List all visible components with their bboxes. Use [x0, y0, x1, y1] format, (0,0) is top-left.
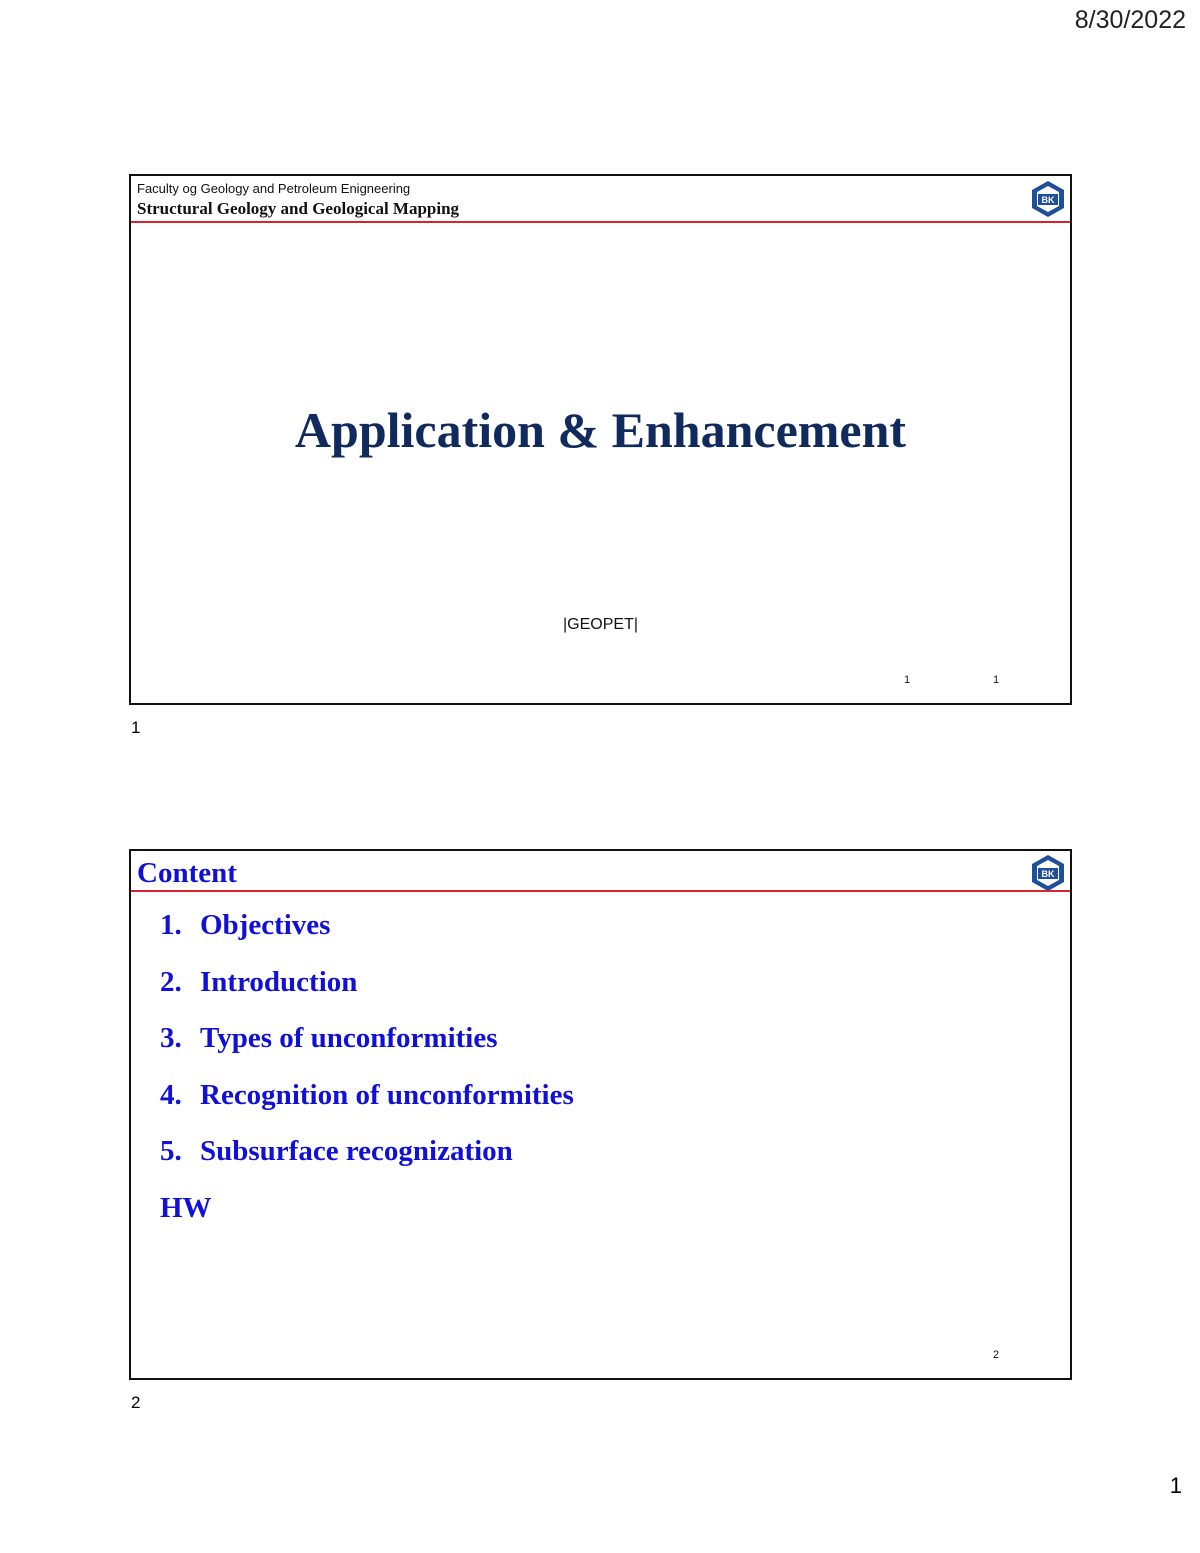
page-number: 1: [1169, 1473, 1182, 1498]
course-title: Structural Geology and Geological Mapping: [137, 199, 460, 218]
faculty-name: Faculty og Geology and Petroleum Enigneering: [137, 181, 411, 196]
slide-2: [129, 849, 1072, 1380]
slide-title: Application & Enhancement: [294, 402, 907, 458]
content-list: [160, 909, 574, 1248]
list-item: 2. Introduction: [160, 965, 358, 998]
header-divider: [131, 890, 1070, 892]
slide-number-secondary: 1: [993, 674, 1000, 686]
logo-text: BK: [1041, 195, 1055, 205]
slide-number: 1: [904, 674, 911, 686]
header-divider: [131, 221, 1070, 223]
slide-2-caption-number: 2: [131, 1393, 141, 1412]
university-logo-icon: [1028, 179, 1068, 219]
list-item: 3. Types of unconformities: [160, 1022, 498, 1054]
print-date: 8/30/2022: [1074, 6, 1186, 34]
slide-1-caption-number: 1: [131, 718, 141, 737]
list-item: 1. Objectives: [160, 909, 331, 941]
logo-text: BK: [1041, 869, 1055, 879]
list-item: 4. Recognition of unconformities: [160, 1078, 574, 1111]
slide-1: [129, 174, 1072, 705]
slide-number: 2: [993, 1349, 1000, 1361]
content-heading: Content: [137, 857, 237, 889]
list-item: HW: [160, 1191, 212, 1224]
organization-label: |GEOPET|: [563, 616, 638, 633]
university-logo-icon: [1028, 853, 1068, 893]
list-item: 5. Subsurface recognization: [160, 1135, 513, 1167]
